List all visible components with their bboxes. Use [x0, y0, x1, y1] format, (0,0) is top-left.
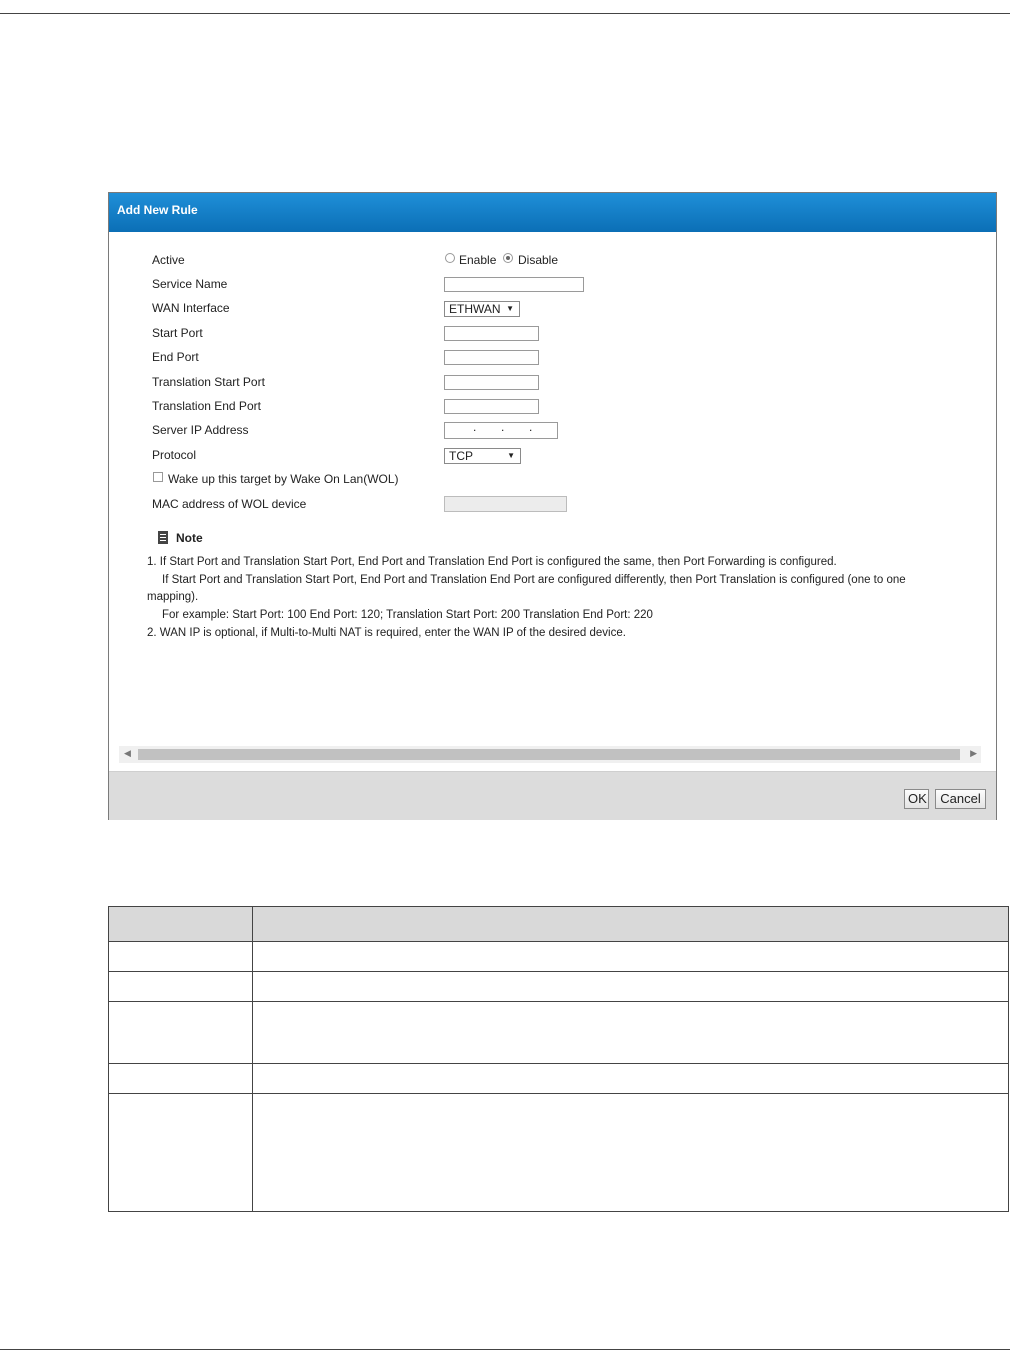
table-row — [109, 972, 1009, 1002]
translation-start-port-label: Translation Start Port — [152, 375, 265, 389]
table-row — [109, 1064, 1009, 1094]
dialog-body — [109, 232, 996, 760]
mac-address-input[interactable] — [444, 496, 567, 512]
table-cell — [253, 1002, 1009, 1064]
protocol-value: TCP — [449, 449, 473, 463]
protocol-label: Protocol — [152, 448, 197, 462]
dialog-header — [109, 193, 996, 232]
wol-checkbox[interactable] — [153, 472, 163, 482]
wan-interface-label: WAN Interface — [152, 301, 230, 315]
ip-dot: . — [473, 420, 477, 434]
ip-dot: . — [501, 420, 505, 434]
server-ip-input[interactable] — [444, 422, 558, 439]
table-header-row — [109, 907, 1009, 942]
table-row — [109, 1002, 1009, 1064]
table-cell — [109, 1064, 253, 1094]
dialog-footer — [109, 771, 996, 820]
arrow-right-icon[interactable]: ▶ — [970, 748, 977, 758]
scrollbar-thumb[interactable] — [138, 749, 960, 760]
service-name-input[interactable] — [444, 277, 584, 292]
end-port-input[interactable] — [444, 350, 539, 365]
wan-interface-value: ETHWAN — [449, 302, 501, 316]
add-new-rule-dialog — [108, 192, 997, 820]
horizontal-scrollbar[interactable] — [119, 746, 981, 763]
table-row — [109, 942, 1009, 972]
dialog-title: Add New Rule — [117, 203, 198, 217]
note-heading: Note — [176, 531, 203, 545]
table-cell — [253, 1094, 1009, 1212]
start-port-input[interactable] — [444, 326, 539, 341]
table-cell — [109, 942, 253, 972]
note-line: If Start Port and Translation Start Port, End Port and Translation End Port are configured differently, then Port Translation is configured (one to one — [162, 574, 906, 586]
translation-end-port-input[interactable] — [444, 399, 539, 414]
cancel-button[interactable]: Cancel — [935, 789, 986, 809]
chevron-down-icon: ▼ — [507, 451, 515, 460]
note-line: mapping). — [147, 591, 199, 603]
wan-interface-select[interactable] — [444, 301, 520, 317]
note-line: 1. If Start Port and Translation Start Port, End Port and Translation End Port is configured the same, then Port Forwarding is configured. — [147, 556, 837, 568]
disable-radio[interactable] — [503, 253, 513, 263]
page-header-rule — [0, 13, 1010, 14]
server-ip-label: Server IP Address — [152, 423, 249, 437]
end-port-label: End Port — [152, 350, 199, 364]
page-footer-rule — [0, 1349, 1010, 1350]
note-line: 2. WAN IP is optional, if Multi-to-Multi NAT is required, enter the WAN IP of the desired device. — [147, 627, 626, 639]
ok-button[interactable]: OK — [904, 789, 929, 809]
document-icon — [158, 531, 168, 544]
table-header-cell — [253, 907, 1009, 942]
translation-end-port-label: Translation End Port — [152, 399, 261, 413]
note-line: For example: Start Port: 100 End Port: 120; Translation Start Port: 200 Translation End Port: 220 — [162, 609, 653, 621]
chevron-down-icon: ▼ — [506, 304, 514, 313]
table-cell — [253, 942, 1009, 972]
table-cell — [109, 972, 253, 1002]
table-cell — [253, 972, 1009, 1002]
enable-radio[interactable] — [445, 253, 455, 263]
protocol-select[interactable] — [444, 448, 521, 464]
wol-label: Wake up this target by Wake On Lan(WOL) — [168, 472, 399, 486]
table-cell — [253, 1064, 1009, 1094]
mac-address-label: MAC address of WOL device — [152, 497, 307, 511]
disable-radio-label: Disable — [518, 253, 559, 267]
ip-dot: . — [529, 420, 533, 434]
enable-radio-label: Enable — [459, 253, 497, 267]
table-cell — [109, 1002, 253, 1064]
description-table — [108, 906, 1009, 1212]
start-port-label: Start Port — [152, 326, 203, 340]
table-cell — [109, 1094, 253, 1212]
table-row — [109, 1094, 1009, 1212]
arrow-left-icon[interactable]: ◀ — [124, 748, 131, 758]
active-label: Active — [152, 253, 185, 267]
table-header-cell — [109, 907, 253, 942]
service-name-label: Service Name — [152, 277, 228, 291]
translation-start-port-input[interactable] — [444, 375, 539, 390]
